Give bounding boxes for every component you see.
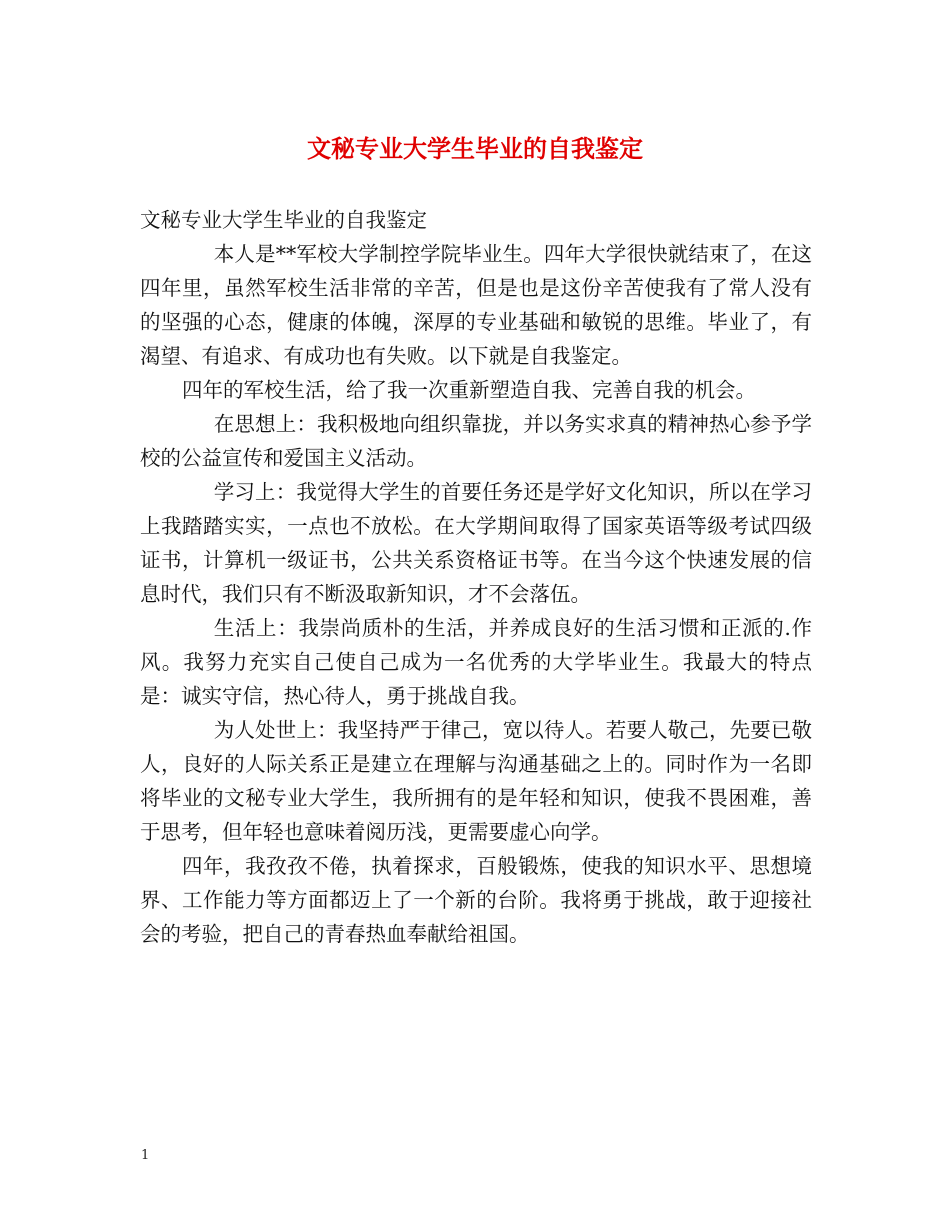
paragraph-military-life: 四年的军校生活，给了我一次重新塑造自我、完善自我的机会。 <box>182 378 757 402</box>
paragraph-intro: 本人是**军校大学制控学院毕业生。四年大学很快就结束了，在这四年里，虽然军校生活非常的辛苦，但是也是这份辛苦使我有了常人没有的坚强的心态，健康的体魄，深厚的专业基础和敏锐的思维。毕业了，有渴望、有追求、有成功也有失败。以下就是自我鉴定。 <box>140 242 812 368</box>
document-body <box>140 203 812 951</box>
paragraph-conduct: 为人处世上：我坚持严于律己，宽以待人。若要人敬己，先要已敬人，良好的人际关系正是建立在理解与沟通基础之上的。同时作为一名即将毕业的文秘专业大学生，我所拥有的是年轻和知识，使我不畏困难，善于思考，但年轻也意味着阅历浅，更需要虚心向学。 <box>140 718 812 844</box>
document-title: 文秘专业大学生毕业的自我鉴定 <box>307 134 643 163</box>
paragraph-life: 生活上：我崇尚质朴的生活，并养成良好的生活习惯和正派的.作风。我努力充实自己使自己成为一名优秀的大学毕业生。我最大的特点是：诚实守信，热心待人，勇于挑战自我。 <box>140 616 812 708</box>
paragraph-study: 学习上：我觉得大学生的首要任务还是学好文化知识，所以在学习上我踏踏实实，一点也不放松。在大学期间取得了国家英语等级考试四级证书，计算机一级证书，公共关系资格证书等。在当今这个快速发展的信息时代，我们只有不断汲取新知识，才不会落伍。 <box>140 480 812 606</box>
paragraph-conclusion: 四年，我孜孜不倦，执着探求，百般锻炼，使我的知识水平、思想境界、工作能力等方面都迈上了一个新的台阶。我将勇于挑战，敢于迎接社会的考验，把自己的青春热血奉献给祖国。 <box>140 854 812 946</box>
document-subtitle: 文秘专业大学生毕业的自我鉴定 <box>140 208 427 232</box>
page-number: 1 <box>141 1148 150 1163</box>
paragraph-ideology: 在思想上：我积极地向组织靠拢，并以务实求真的精神热心参予学校的公益宣传和爱国主义活动。 <box>140 412 812 470</box>
